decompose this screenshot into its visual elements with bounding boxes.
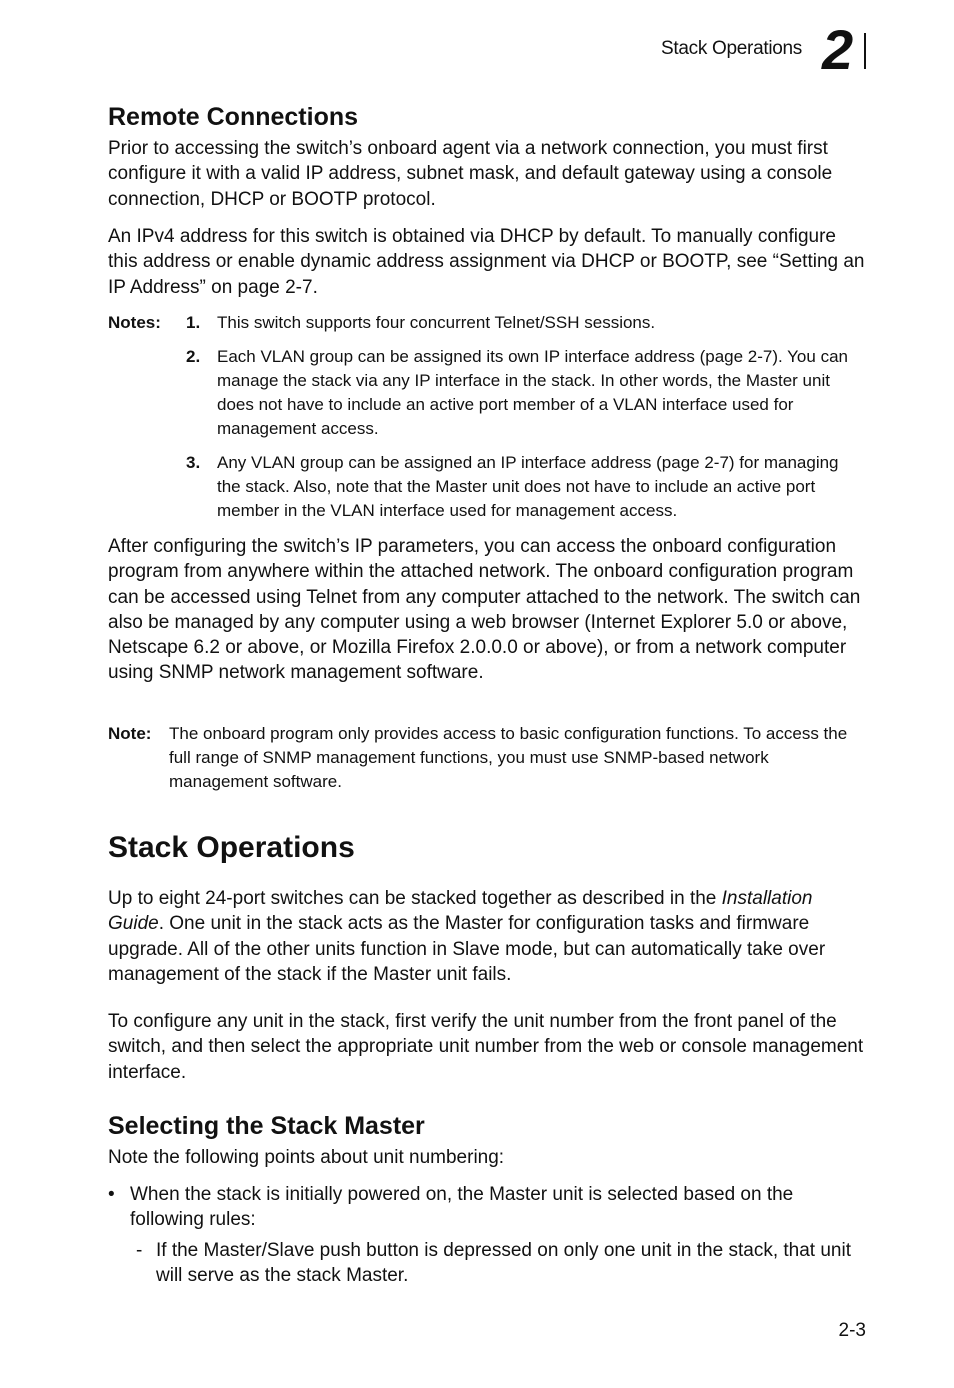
stack-para-1-block: [108, 886, 868, 987]
remote-para-1: Prior to accessing the switch’s onboard agent via a network connection, you must first configure it with a valid IP address, subnet mask, and default gateway using a console connection, DHCP or BOOTP protocol.: [108, 138, 833, 210]
note-item: [186, 345, 866, 441]
dash-icon: -: [136, 1240, 143, 1261]
stack-para-2-block: [108, 1009, 868, 1085]
unit-numbering-list: [108, 1182, 868, 1292]
chapter-number: 2: [822, 18, 854, 81]
note-text: This switch supports four concurrent Telnet/SSH sessions.: [217, 313, 656, 332]
note-item: [186, 451, 866, 523]
installation-guide-title: Installation Guide: [108, 888, 813, 935]
running-header-title: Stack Operations: [661, 38, 802, 59]
stack-para-1-text: Up to eight 24-port switches can be stacked together as described in the: [108, 888, 722, 909]
notes-label: Notes:: [108, 313, 161, 332]
note-number: 2.: [186, 347, 201, 366]
note-text: Each VLAN group can be assigned its own IP interface address (page 2-7). You can manage the stack via any IP interface in the stack. In other words, the Master unit does not have to include an active port member of a VLAN interface used for management access.: [217, 347, 848, 438]
bullet-icon: •: [108, 1184, 115, 1205]
remote-connections-heading: Remote Connections: [108, 103, 359, 131]
stack-para-1: [108, 886, 868, 987]
list-item: When the stack is initially powered on, the Master unit is selected based on the following rules:: [130, 1184, 794, 1231]
note-number: 1.: [186, 313, 201, 332]
note-number: 3.: [186, 453, 201, 472]
notes-block: [108, 311, 868, 526]
stack-master-intro: Note the following points about unit numbering:: [108, 1147, 505, 1168]
remote-para-2-block: [108, 224, 868, 300]
single-note-block: [108, 722, 868, 797]
stack-master-heading-block: [108, 1111, 868, 1141]
note-label: Note:: [108, 724, 152, 743]
note-text: The onboard program only provides access to basic configuration functions. To access the full range of SNMP management functions, you must use SNMP-based network management software.: [169, 724, 848, 791]
chapter-divider: [864, 33, 866, 69]
remote-para-3-block: [108, 534, 868, 686]
stack-para-2: To configure any unit in the stack, first verify the unit number from the front panel of the switch, and then select the appropriate unit number from the web or console management interface.: [108, 1011, 864, 1083]
stack-operations-heading: Stack Operations: [108, 831, 355, 864]
stack-operations-heading-block: [108, 830, 868, 866]
page-number: 2-3: [838, 1320, 866, 1341]
stack-master-heading: Selecting the Stack Master: [108, 1112, 425, 1140]
stack-para-1-text-cont: . One unit in the stack acts as the Master for configuration tasks and firmware upgrade. All of the other units function in Slave mode, but can automatically take over management of the stack if the Master unit fails.: [108, 913, 826, 985]
remote-para-3: After configuring the switch’s IP parameters, you can access the onboard configuration program from anywhere within the attached network. The onboard configuration program can be accessed using Telnet from any computer attached to the network. The switch can also be managed by any computer using a web browser (Internet Explorer 5.0 or above, Netscape 6.2 or above, or Mozilla Firefox 2.0.0.0 or above), or from a network computer using SNMP network management software.: [108, 536, 861, 684]
sub-list-item: [136, 1238, 868, 1289]
stack-master-intro-block: [108, 1145, 868, 1170]
remote-connections-heading-block: [108, 102, 868, 132]
note-item: [186, 311, 866, 335]
note-text: Any VLAN group can be assigned an IP interface address (page 2-7) for managing the stack. Also, note that the Master unit does not have to include an active port member in the VLAN interface used for management access.: [217, 453, 839, 520]
remote-para-1-block: [108, 136, 868, 212]
sub-list-item-text: If the Master/Slave push button is depressed on only one unit in the stack, that unit will serve as the stack Master.: [156, 1240, 851, 1287]
remote-para-2: An IPv4 address for this switch is obtained via DHCP by default. To manually configure this address or enable dynamic address assignment via DHCP or BOOTP, see “Setting an IP Address” on page 2-7.: [108, 226, 865, 298]
